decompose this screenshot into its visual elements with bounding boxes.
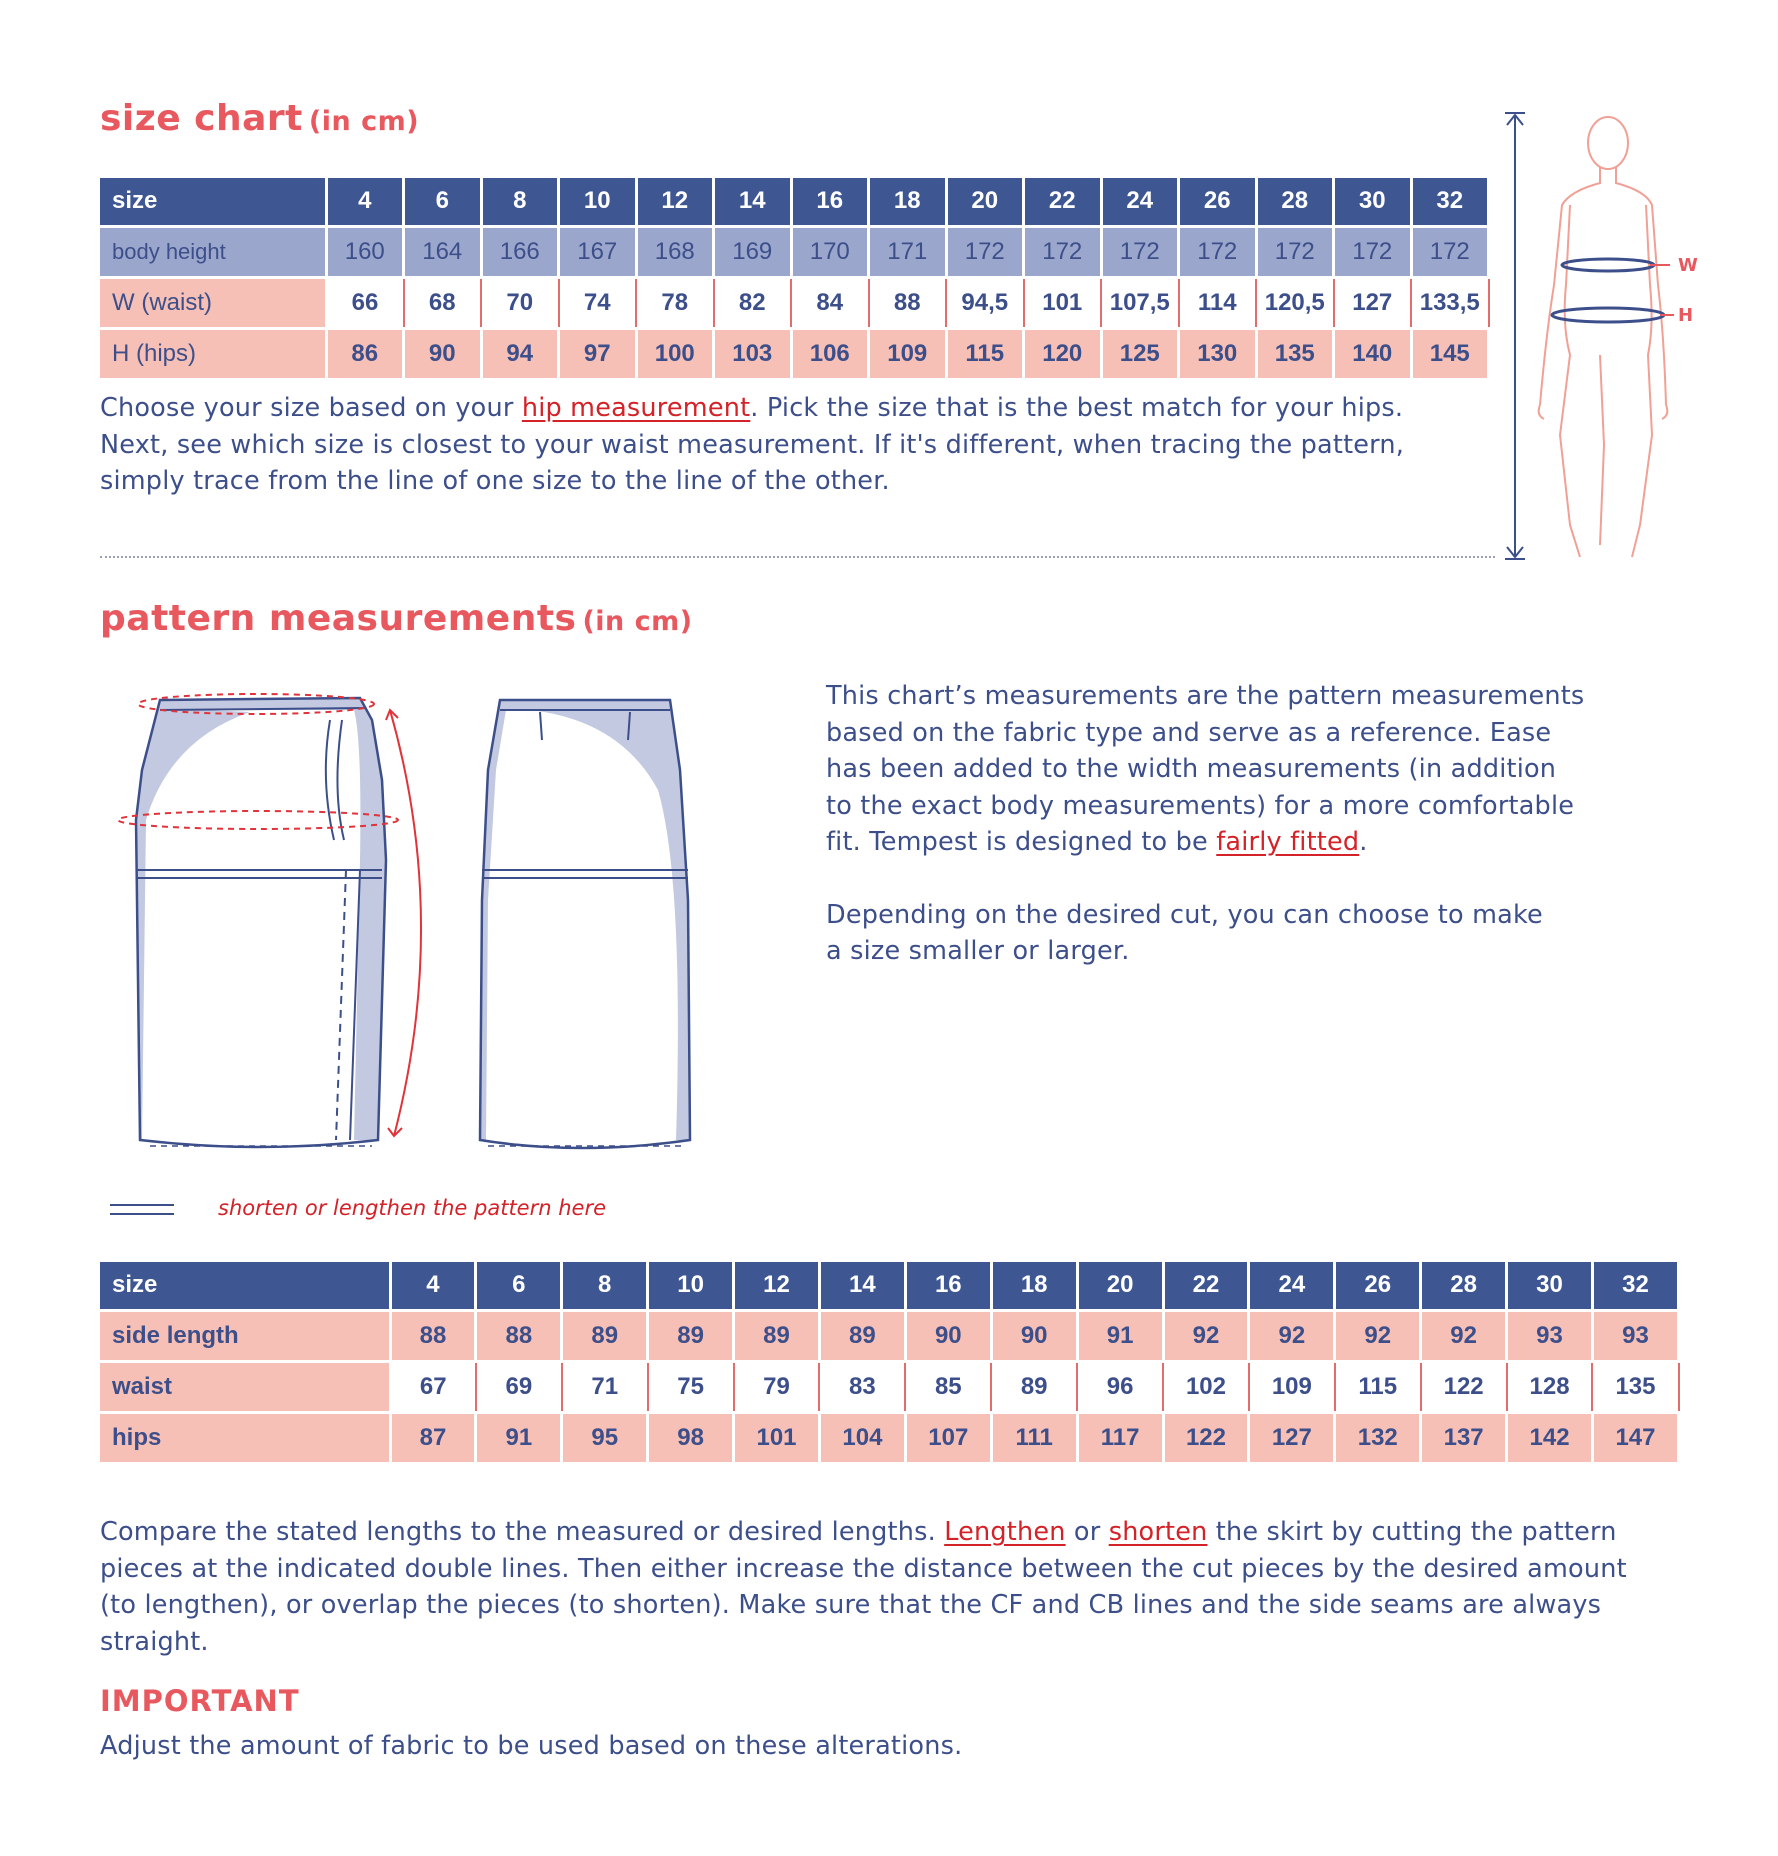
footer-text: the skirt by cutting the pattern	[1207, 1517, 1617, 1547]
table-cell: 91	[476, 1412, 562, 1463]
table-cell: 90	[404, 328, 482, 379]
row-label: H (hips)	[100, 328, 326, 379]
table-cell: 92	[1335, 1310, 1421, 1361]
table-cell: 115	[1335, 1361, 1421, 1412]
lengthen-link[interactable]: Lengthen	[944, 1517, 1066, 1547]
header-size-label: size	[100, 1262, 390, 1310]
header-size-cell: 16	[791, 178, 869, 226]
skirt-pattern-diagram	[110, 680, 730, 1160]
shorten-link[interactable]: shorten	[1108, 1517, 1208, 1547]
table-cell: 100	[636, 328, 714, 379]
table-cell: 109	[1249, 1361, 1335, 1412]
table-cell: 88	[390, 1310, 476, 1361]
table-row	[100, 1361, 1679, 1412]
pattern-desc-line: Depending on the desired cut, you can choose to make	[826, 899, 1543, 930]
header-size-cell: 4	[326, 178, 404, 226]
table-cell: 145	[1411, 328, 1489, 379]
table-cell: 107,5	[1101, 277, 1179, 328]
table-cell: 171	[869, 226, 947, 277]
table-cell: 68	[404, 277, 482, 328]
header-size-cell: 18	[991, 1262, 1077, 1310]
pattern-desc-line: based on the fabric type and serve as a reference. Ease	[826, 717, 1552, 748]
table-row	[100, 1412, 1679, 1463]
row-label: side length	[100, 1310, 390, 1361]
table-cell: 125	[1101, 328, 1179, 379]
size-chart-title	[100, 98, 419, 139]
table-cell: 97	[559, 328, 637, 379]
footer-text: Compare the stated lengths to the measured or desired lengths.	[100, 1517, 945, 1547]
table-cell: 87	[390, 1412, 476, 1463]
back-skirt-piece	[480, 700, 690, 1148]
size-chart-title-text: size chart	[100, 98, 303, 139]
table-cell: 89	[819, 1310, 905, 1361]
row-label: body height	[100, 226, 326, 277]
table-cell: 172	[1179, 226, 1257, 277]
table-row	[100, 226, 1489, 277]
header-size-cell: 18	[869, 178, 947, 226]
header-size-cell: 12	[636, 178, 714, 226]
header-size-cell: 24	[1101, 178, 1179, 226]
table-cell: 89	[562, 1310, 648, 1361]
table-cell: 96	[1077, 1361, 1163, 1412]
table-cell: 170	[791, 226, 869, 277]
table-cell: 127	[1249, 1412, 1335, 1463]
footer-line-1	[100, 1514, 1627, 1551]
height-arrow	[1505, 113, 1525, 559]
table-cell: 101	[734, 1412, 820, 1463]
pattern-desc-text: fit. Tempest is designed to be	[826, 827, 1217, 857]
table-cell: 135	[1592, 1361, 1678, 1412]
spacer	[826, 861, 1584, 897]
table-cell: 104	[819, 1412, 905, 1463]
table-cell: 67	[390, 1361, 476, 1412]
pattern-measurements-table	[100, 1262, 1680, 1465]
table-cell: 82	[714, 277, 792, 328]
table-cell: 88	[869, 277, 947, 328]
size-chart-table	[100, 178, 1490, 381]
table-cell: 172	[1024, 226, 1102, 277]
header-size-cell: 16	[905, 1262, 991, 1310]
instructions-line-3: simply trace from the line of one size to the line of the other.	[100, 466, 890, 496]
size-chart-instructions	[100, 390, 1500, 500]
header-size-cell: 32	[1411, 178, 1489, 226]
table-cell: 71	[562, 1361, 648, 1412]
fairly-fitted-link[interactable]: fairly fitted	[1216, 827, 1360, 857]
header-size-cell: 22	[1163, 1262, 1249, 1310]
table-cell: 135	[1256, 328, 1334, 379]
table-cell: 74	[559, 277, 637, 328]
header-size-cell: 28	[1421, 1262, 1507, 1310]
footer-line-2: pieces at the indicated double lines. Then either increase the distance between the cut pieces by the desired amount	[100, 1553, 1627, 1584]
table-cell: 172	[1411, 226, 1489, 277]
table-cell: 172	[946, 226, 1024, 277]
header-size-label: size	[100, 178, 326, 226]
table-cell: 83	[819, 1361, 905, 1412]
table-cell: 160	[326, 226, 404, 277]
header-size-cell: 30	[1507, 1262, 1593, 1310]
table-cell: 84	[791, 277, 869, 328]
table-cell: 172	[1334, 226, 1412, 277]
table-cell: 109	[869, 328, 947, 379]
waist-hip-markers	[1552, 259, 1674, 322]
table-cell: 75	[648, 1361, 734, 1412]
pattern-description	[826, 678, 1584, 970]
table-cell: 70	[481, 277, 559, 328]
body-silhouette	[1539, 117, 1668, 557]
section-divider	[100, 556, 1495, 558]
pattern-title-text: pattern measurements	[100, 598, 577, 639]
table-cell: 166	[481, 226, 559, 277]
body-figure-illustration	[1500, 105, 1700, 565]
table-cell: 93	[1507, 1310, 1593, 1361]
hips-label: H	[1678, 305, 1694, 326]
header-size-cell: 24	[1249, 1262, 1335, 1310]
table-cell: 120	[1024, 328, 1102, 379]
table-cell: 94,5	[946, 277, 1024, 328]
table-cell: 103	[714, 328, 792, 379]
table-cell: 122	[1421, 1361, 1507, 1412]
table-cell: 172	[1256, 226, 1334, 277]
table-cell: 92	[1421, 1310, 1507, 1361]
table-cell: 133,5	[1411, 277, 1489, 328]
header-size-cell: 8	[481, 178, 559, 226]
table-cell: 78	[636, 277, 714, 328]
header-size-cell: 12	[734, 1262, 820, 1310]
instructions-line-2: Next, see which size is closest to your waist measurement. If it's different, when tracing the pattern,	[100, 429, 1405, 460]
table-cell: 117	[1077, 1412, 1163, 1463]
table-cell: 167	[559, 226, 637, 277]
table-cell: 127	[1334, 277, 1412, 328]
table-cell: 132	[1335, 1412, 1421, 1463]
table-header-row	[100, 178, 1489, 226]
table-cell: 90	[905, 1310, 991, 1361]
table-row	[100, 328, 1489, 379]
table-cell: 91	[1077, 1310, 1163, 1361]
table-cell: 90	[991, 1310, 1077, 1361]
hip-measurement-link[interactable]: hip measurement	[521, 393, 751, 423]
table-cell: 120,5	[1256, 277, 1334, 328]
table-cell: 88	[476, 1310, 562, 1361]
table-cell: 69	[476, 1361, 562, 1412]
table-cell: 93	[1592, 1310, 1678, 1361]
front-skirt-piece	[118, 694, 421, 1147]
footer-text: or	[1065, 1517, 1109, 1547]
header-size-cell: 8	[562, 1262, 648, 1310]
table-cell: 85	[905, 1361, 991, 1412]
header-size-cell: 26	[1335, 1262, 1421, 1310]
header-size-cell: 22	[1024, 178, 1102, 226]
table-cell: 168	[636, 226, 714, 277]
table-cell: 137	[1421, 1412, 1507, 1463]
table-cell: 106	[791, 328, 869, 379]
table-cell: 94	[481, 328, 559, 379]
pattern-measurements-title	[100, 598, 693, 639]
table-cell: 114	[1179, 277, 1257, 328]
table-row	[100, 1310, 1679, 1361]
header-size-cell: 6	[404, 178, 482, 226]
table-cell: 107	[905, 1412, 991, 1463]
row-label: W (waist)	[100, 277, 326, 328]
table-row	[100, 277, 1489, 328]
table-cell: 164	[404, 226, 482, 277]
table-cell: 140	[1334, 328, 1412, 379]
header-size-cell: 32	[1592, 1262, 1678, 1310]
header-size-cell: 14	[819, 1262, 905, 1310]
header-size-cell: 6	[476, 1262, 562, 1310]
pattern-desc-line: has been added to the width measurements (in addition	[826, 754, 1557, 784]
pattern-desc-line: a size smaller or larger.	[826, 936, 1130, 966]
table-cell: 142	[1507, 1412, 1593, 1463]
table-cell: 66	[326, 277, 404, 328]
table-cell: 111	[991, 1412, 1077, 1463]
row-label: waist	[100, 1361, 390, 1412]
table-cell: 172	[1101, 226, 1179, 277]
table-cell: 128	[1507, 1361, 1593, 1412]
pattern-unit: (in cm)	[582, 606, 693, 637]
legend-text: shorten or lengthen the pattern here	[218, 1196, 606, 1220]
footer-line-4: straight.	[100, 1626, 209, 1657]
table-cell: 89	[734, 1310, 820, 1361]
header-size-cell: 20	[1077, 1262, 1163, 1310]
table-cell: 98	[648, 1412, 734, 1463]
header-size-cell: 10	[648, 1262, 734, 1310]
table-cell: 95	[562, 1412, 648, 1463]
table-cell: 102	[1163, 1361, 1249, 1412]
footer-line-3: (to lengthen), or overlap the pieces (to shorten). Make sure that the CF and CB lines and the side seams are always	[100, 1590, 1602, 1620]
table-header-row	[100, 1262, 1679, 1310]
pattern-desc-text: .	[1359, 827, 1368, 857]
header-size-cell: 20	[946, 178, 1024, 226]
table-cell: 79	[734, 1361, 820, 1412]
header-size-cell: 10	[559, 178, 637, 226]
table-cell: 89	[648, 1310, 734, 1361]
pattern-desc-line: This chart’s measurements are the pattern measurements	[826, 681, 1585, 711]
important-heading: IMPORTANT	[100, 1684, 300, 1718]
header-size-cell: 30	[1334, 178, 1412, 226]
header-size-cell: 4	[390, 1262, 476, 1310]
header-size-cell: 28	[1256, 178, 1334, 226]
row-label: hips	[100, 1412, 390, 1463]
table-cell: 101	[1024, 277, 1102, 328]
header-size-cell: 26	[1179, 178, 1257, 226]
size-chart-unit: (in cm)	[308, 106, 420, 137]
table-cell: 92	[1249, 1310, 1335, 1361]
pattern-desc-line: to the exact body measurements) for a more comfortable	[826, 790, 1575, 821]
table-cell: 89	[991, 1361, 1077, 1412]
important-text: Adjust the amount of fabric to be used based on these alterations.	[100, 1731, 963, 1761]
header-size-cell: 14	[714, 178, 792, 226]
table-cell: 169	[714, 226, 792, 277]
footer-instructions	[100, 1514, 1627, 1660]
waist-label: W	[1678, 255, 1698, 276]
pattern-desc-line	[826, 824, 1584, 861]
table-cell: 147	[1592, 1412, 1678, 1463]
table-cell: 115	[946, 328, 1024, 379]
table-cell: 86	[326, 328, 404, 379]
double-line-legend-icon	[110, 1200, 174, 1220]
table-cell: 92	[1163, 1310, 1249, 1361]
instructions-text: Choose your size based on your	[100, 393, 522, 423]
instructions-line-1	[100, 390, 1500, 427]
table-cell: 130	[1179, 328, 1257, 379]
instructions-text: . Pick the size that is the best match for your hips.	[750, 393, 1404, 423]
table-cell: 122	[1163, 1412, 1249, 1463]
